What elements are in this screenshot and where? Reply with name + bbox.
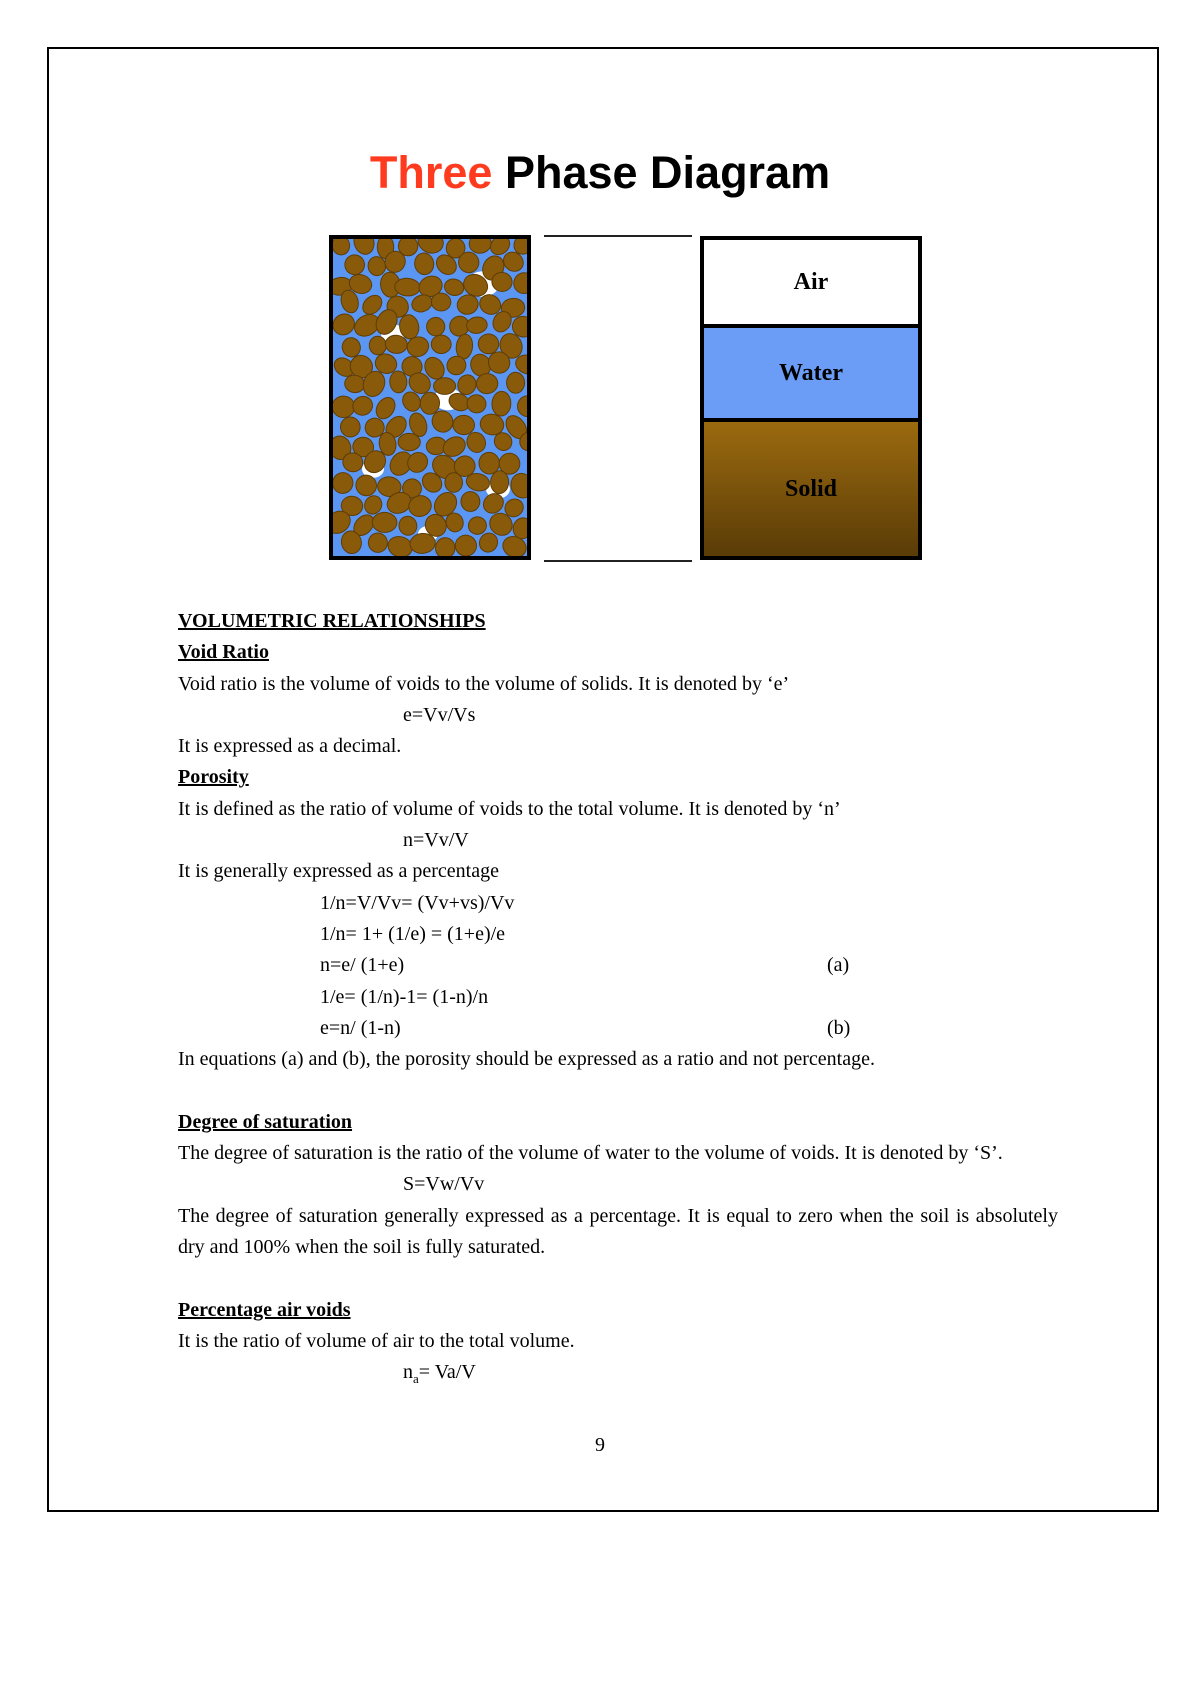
porosity-definition: It is defined as the ratio of volume of voids to the total volume. It is denoted by ‘n’: [178, 797, 841, 820]
derivation-line: [178, 982, 1058, 1013]
soil-grain: [434, 378, 456, 395]
void-ratio-formula: e=Vv/Vs: [403, 703, 476, 726]
soil-grain: [491, 391, 511, 417]
soil-grain: [333, 239, 351, 256]
soil-grain: [490, 470, 509, 493]
formula-rest: = Va/V: [418, 1361, 476, 1384]
air-label: Air: [793, 268, 829, 295]
spacer: [178, 1263, 1058, 1294]
soil-grain: [506, 372, 524, 393]
soil-grain: [389, 371, 407, 394]
solid-label: Solid: [784, 475, 838, 502]
soil-grain: [350, 393, 375, 418]
void-ratio-heading: Void Ratio: [178, 641, 269, 664]
title-highlight: Three: [369, 147, 493, 198]
soil-grain: [426, 316, 446, 336]
porosity-note: It is generally expressed as a percentage: [178, 860, 499, 883]
derivation-expr: 1/n= 1+ (1/e) = (1+e)/e: [320, 922, 506, 945]
air-voids-heading: Percentage air voids: [178, 1298, 351, 1321]
void-ratio-note: It is expressed as a decimal.: [178, 735, 402, 758]
soil-grain: [372, 512, 397, 532]
title-rest: Phase Diagram: [504, 147, 831, 198]
void-ratio-definition: Void ratio is the volume of voids to the volume of solids. It is denoted by ‘e’: [178, 672, 790, 695]
bottom-boundary-line: [544, 560, 692, 562]
water-label: Water: [779, 359, 843, 386]
main-heading: VOLUMETRIC RELATIONSHIPS: [178, 610, 486, 632]
soil-grain: [516, 395, 527, 418]
formula-base: n: [403, 1361, 413, 1384]
page-title: [0, 143, 1200, 203]
water-phase: [700, 324, 922, 422]
soil-grain: [413, 251, 436, 276]
soil-grain: [508, 471, 527, 501]
derivation-expr: n=e/ (1+e): [320, 954, 405, 977]
soil-grain: [366, 531, 390, 555]
document-body: [178, 606, 1058, 1388]
soil-grain: [342, 252, 367, 277]
soil-grain: [333, 471, 355, 495]
air-phase: [700, 236, 922, 328]
soil-grain: [465, 392, 489, 415]
soil-grains: [333, 239, 527, 556]
soil-grain: [460, 491, 480, 512]
derivation-expr: 1/n=V/Vv= (Vv+vs)/Vv: [320, 891, 515, 914]
porosity-formula: n=Vv/V: [403, 829, 469, 852]
soil-grain: [453, 533, 478, 556]
saturation-heading: Degree of saturation: [178, 1110, 353, 1133]
equation-tag: (b): [827, 1016, 851, 1039]
saturation-definition: The degree of saturation is the ratio of the volume of water to the volume of voids. It is denoted by ‘S’.: [178, 1142, 1003, 1165]
soil-grain: [430, 334, 452, 354]
air-voids-formula: [178, 1357, 1058, 1388]
equation-tag: (a): [827, 954, 850, 977]
derivation-line: [178, 1013, 1058, 1044]
soil-grain: [333, 396, 355, 419]
derivation-expr: e=n/ (1-n): [320, 1016, 401, 1039]
soil-grain: [397, 515, 419, 538]
saturation-formula: S=Vw/Vv: [403, 1173, 485, 1196]
soil-grain: [452, 415, 475, 435]
soil-grain: [435, 537, 456, 556]
formula-subscript: a: [413, 1371, 419, 1387]
spacer: [178, 1075, 1058, 1106]
solid-phase: [700, 418, 922, 560]
soil-grain: [510, 269, 527, 296]
soil-sample-illustration: [329, 235, 531, 560]
soil-grain: [467, 515, 488, 535]
porosity-closing: In equations (a) and (b), the porosity should be expressed as a ratio and not percentage.: [178, 1048, 875, 1071]
saturation-note: The degree of saturation generally expressed as a percentage. It is equal to zero when the soil is absolutely dry and 100% when the soil is fully saturated.: [178, 1204, 1058, 1258]
soil-grain: [339, 415, 362, 439]
derivation-expr: 1/e= (1/n)-1= (1-n)/n: [320, 985, 489, 1008]
soil-grain: [398, 433, 421, 451]
soil-grain: [394, 277, 420, 296]
soil-grain: [351, 239, 377, 257]
soil-grain: [478, 334, 499, 354]
soil-grain: [466, 316, 488, 335]
top-boundary-line: [544, 235, 692, 237]
derivation-line: [178, 888, 1058, 919]
derivation-line: [178, 919, 1058, 950]
soil-grain: [369, 336, 387, 355]
page-number: 9: [595, 1434, 605, 1456]
soil-grain: [445, 472, 463, 492]
porosity-heading: Porosity: [178, 766, 249, 789]
air-voids-definition: It is the ratio of volume of air to the total volume.: [178, 1329, 575, 1352]
derivation-line: [178, 950, 1058, 981]
